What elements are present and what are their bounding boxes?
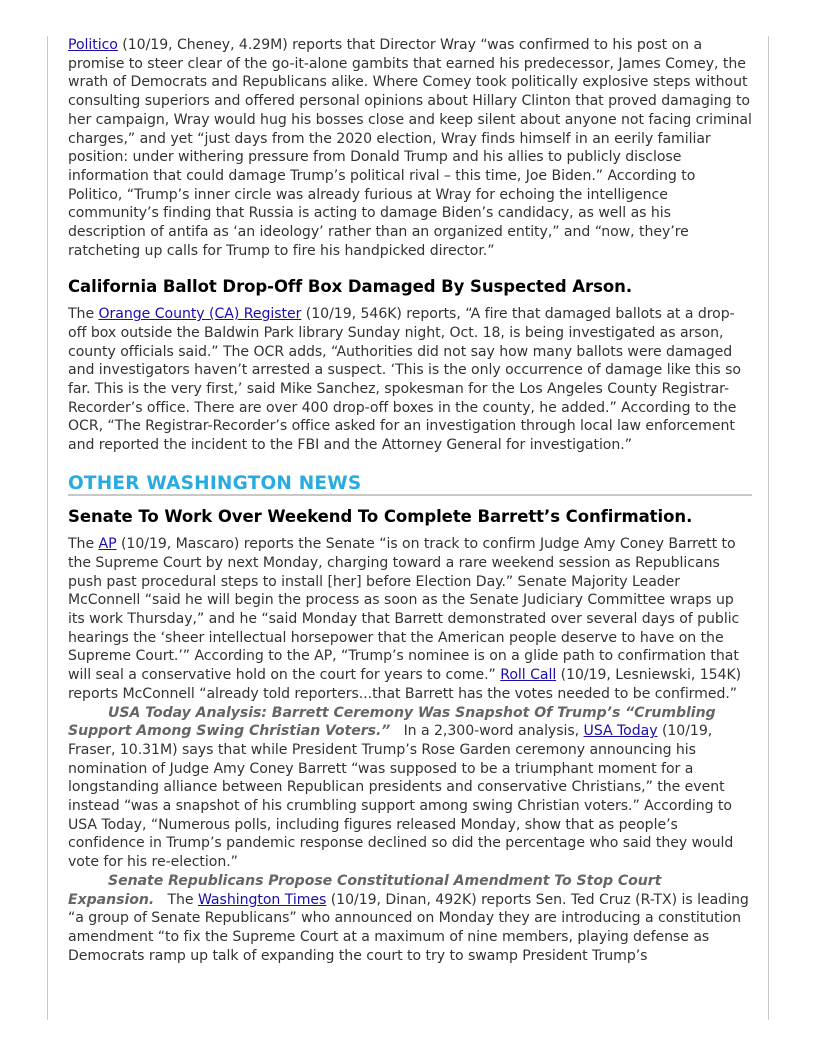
newsletter-body xyxy=(68,36,752,965)
usa-today-link[interactable]: USA Today xyxy=(583,723,658,740)
politico-paragraph xyxy=(68,36,752,260)
ap-link[interactable]: AP xyxy=(98,536,117,553)
california-text: (10/19, 546K) reports, “A fire that damaged ballots at a drop-off box outside the Baldwin Park library Sunday night, Oct. 18, is being investigated as arson, county officials said.” The OCR adds, “Authorities did not say how many ballots were damaged and investigators haven’t arrested a suspect. ‘This is the only occurrence of damage like this so far. This is the very first,’ said Mike Sanchez, spokesman for the Los Angeles County Registrar-Recorder’s office. There are over 400 drop-off boxes in the county, he added.” According to the OCR, “The Registrar-Recorder’s office asked for an investigation through local law enforcement and reported the incident to the FBI and the Attorney General for investigation.” xyxy=(68,306,741,454)
usa-today-text: (10/19, Fraser, 10.31M) says that while President Trump’s Rose Garden ceremony announcing his nomination of Judge Amy Coney Barrett “was supposed to be a triumphant moment for a longstanding alliance between Republican presidents and conservative Christians,” the event instead “was a snapshot of his crumbling support among swing Christian voters.” According to USA Today, “Numerous polls, including figures released Monday, show that as people’s confidence in Trump’s pandemic response declined so did the percentage who said they would vote for his re-election.” xyxy=(68,723,734,871)
senate-text-1: (10/19, Mascaro) reports the Senate “is on track to confirm Judge Amy Coney Barrett to the Supreme Court by next Monday, charging toward a rare weekend session as Republicans push past procedural steps to install [her] before Election Day.” Senate Majority Leader McConnell “said he will begin the process as soon as the Senate Judiciary Committee wraps up its work Thursday,” and he “said Monday that Barrett demonstrated over several days of public hearings the ‘sheer intellectual horsepower that the American people deserve to have on the Supreme Court.’” According to the AP, “Trump’s nominee is on a glide path to confirmation that will seal a conservative hold on the court for years to come.” xyxy=(68,536,740,684)
amendment-subhead: Senate Republicans Propose Constitutional Amendment To Stop Court Expansion. xyxy=(68,872,662,908)
california-headline: California Ballot Drop-Off Box Damaged By Suspected Arson. xyxy=(68,277,633,297)
amendment-lead: The xyxy=(154,891,198,908)
section-title: OTHER WASHINGTON NEWS xyxy=(68,475,752,497)
california-lead: The xyxy=(68,306,99,323)
senate-headline: Senate To Work Over Weekend To Complete Barrett’s Confirmation. xyxy=(68,507,693,527)
amendment-paragraph xyxy=(68,872,752,966)
senate-lead: The xyxy=(68,536,99,553)
politico-text: (10/19, Cheney, 4.29M) reports that Director Wray “was confirmed to his post on a promise to steer clear of the go-it-alone gambits that earned his predecessor, James Comey, the wrath of Democrats and Republicans alike. Where Comey took politically explosive steps without consulting superiors and offered personal opinions about Hillary Clinton that proved damaging to her campaign, Wray would hug his bosses close and keep silent about anyone not facing criminal charges,” and yet “just days from the 2020 election, Wray finds himself in an eerily familiar position: under withering pressure from Donald Trump and his allies to publicly disclose information that could damage Trump’s political rival – this time, Joe Biden.” According to Politico, “Trump’s inner circle was already furious at Wray for echoing the intelligence community’s finding that Russia is acting to damage Biden’s candidacy, as well as his description of antifa as ‘an ideology’ rather than an organized entity,” and “now, they’re ratcheting up calls for Trump to fire his handpicked director.” xyxy=(68,37,752,259)
politico-link[interactable]: Politico xyxy=(68,37,118,53)
usa-today-lead: In a 2,300-word analysis, xyxy=(390,723,584,740)
usa-today-subhead: USA Today Analysis: Barrett Ceremony Was Snapshot Of Trump’s “Crumbling Support Among Swing Christian Voters.” xyxy=(68,704,716,740)
right-margin-rule xyxy=(768,36,769,1020)
california-paragraph xyxy=(68,305,752,455)
senate-paragraph xyxy=(68,535,752,703)
washington-times-link[interactable]: Washington Times xyxy=(197,891,327,908)
roll-call-link[interactable]: Roll Call xyxy=(500,667,557,684)
left-margin-rule xyxy=(47,36,48,1020)
usa-today-paragraph xyxy=(68,704,752,872)
amendment-text: (10/19, Dinan, 492K) reports Sen. Ted Cruz (R-TX) is leading “a group of Senate Republicans” who announced on Monday they are introducing a constitution amendment “to fix the Supreme Court at a maximum of nine members, playing defense as Democrats ramp up talk of expanding the court to try to swamp President Trump’s xyxy=(68,891,749,964)
orange-county-register-link[interactable]: Orange County (CA) Register xyxy=(98,306,302,323)
senate-text-2: (10/19, Lesniewski, 154K) reports McConnell “already told reporters...that Barrett has the votes needed to be confirmed.” xyxy=(68,667,742,702)
